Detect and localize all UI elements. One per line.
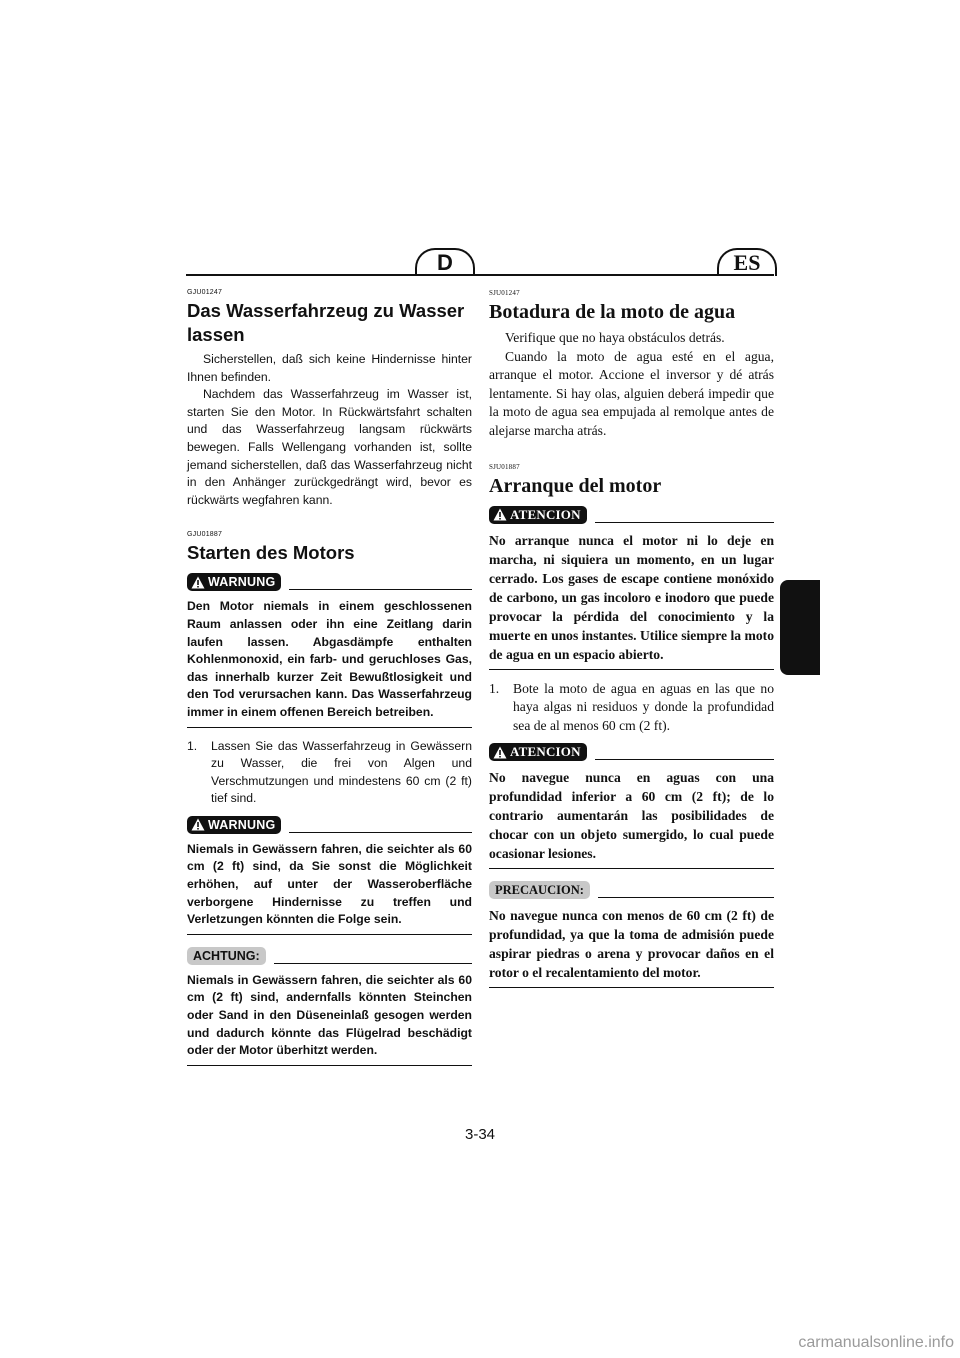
warning-badge xyxy=(187,573,281,591)
list-item xyxy=(187,738,472,808)
warning-triangle-icon xyxy=(493,746,507,759)
section-title-launching: Das Wasserfahrzeug zu Wasser lassen xyxy=(187,300,465,345)
warning-header xyxy=(187,816,472,834)
warning-text: No navegue nunca en aguas con una profundidad inferior a 60 cm (2 ft); de lo contrario aumentarán las posibilidades de chocar con un objeto sumergido, lo cual puede ocasionar lesiones. xyxy=(489,770,774,862)
warning-end-rule xyxy=(489,868,774,869)
warning-end-rule xyxy=(187,934,472,935)
warning-rule xyxy=(595,522,774,523)
paragraph: Cuando la moto de agua esté en el agua, arranque el motor. Accione el inversor y dé atrás lentamente. Si hay olas, alguien deberá impedir que la moto de agua sea empujada al remolque antes de alejarse marcha atrás. xyxy=(489,348,774,438)
warning-header xyxy=(489,506,774,524)
paragraph: Nachdem das Wasserfahrzeug im Wasser ist, starten Sie den Motor. In Rückwärtsfahrt schalten und das Wasserfahrzeug langsam rückwärts bewegen. Falls Wellengang vorhanden ist, sollte jemand sicherstellen, daß das Wasserfahrzeug nicht in den Anhänger zurückgedrängt wird, bevor es rückwärts wegfahren kann. xyxy=(187,387,472,507)
header-rule xyxy=(186,274,774,276)
section-title-launching: Botadura de la moto de agua xyxy=(489,301,736,323)
section-title-starting: Arranque del motor xyxy=(489,474,662,497)
caution-rule xyxy=(274,963,472,964)
list-item xyxy=(489,680,774,736)
warning-text: No arranque nunca el motor ni lo deje en marcha, ni siquiera un momento, en un lugar cerrado. Los gases de escape contiene monóxido de carbono, un gas incoloro e inodoro que puede provocar la pérdida del conocimiento y la muerte en unos instantes. Utilice siempre la moto de agua en un espacio abierto. xyxy=(489,532,774,662)
caution-rule xyxy=(598,897,774,898)
section-code: GJU01247 xyxy=(187,289,223,296)
language-tab-spanish: ES xyxy=(717,248,777,276)
list-number: 1. xyxy=(187,738,198,753)
list-number: 1. xyxy=(489,680,500,696)
caution-badge: PRECAUCION: xyxy=(489,881,590,899)
section-code: GJU01887 xyxy=(187,531,223,539)
section-code: SJU01887 xyxy=(489,462,520,471)
caution-end-rule xyxy=(489,987,774,988)
caution-text: Niemals in Gewässern fahren, die seichter als 60 cm (2 ft) sind, andernfalls könnten Steinchen oder Sand in den Düseneinlaß gesogen werden und dadurch könnte das Flügelrad beschädigt oder der Motor überhitzt werden. xyxy=(187,972,472,1058)
section-title-starting: Starten des Motors xyxy=(187,542,355,564)
warning-badge xyxy=(187,816,281,834)
caution-end-rule xyxy=(187,1065,472,1066)
warning-text: Den Motor niemals in einem geschlossenen Raum anlassen oder ihn eine Zeitlang darin laufen lassen. Abgasdämpfe enthalten Kohlenmonoxid, ein farb- und geruchloses Gas, das innerhalb kurzer Zeit Bewußtlosigkeit und den Tod verursachen kann. Das Wasserfahrzeug immer in einem offenen Bereich betreiben. xyxy=(187,599,472,719)
section-code: SJU01247 xyxy=(489,289,520,297)
warning-label: ATENCION xyxy=(510,744,581,760)
warning-badge xyxy=(489,743,587,761)
caution-header xyxy=(187,947,472,965)
caution-header xyxy=(489,881,774,899)
german-column xyxy=(187,287,472,1066)
list-text: Lassen Sie das Wasserfahrzeug in Gewässern zu Wasser, die frei von Algen und Verschmutzungen und mindestens 60 cm (2 ft) tief sind. xyxy=(211,738,472,806)
warning-badge xyxy=(489,506,587,524)
warning-rule xyxy=(289,832,472,833)
warning-header xyxy=(187,573,472,591)
warning-rule xyxy=(595,759,774,760)
section-thumb-tab xyxy=(780,580,820,675)
warning-label: ATENCION xyxy=(510,506,581,522)
paragraph: Verifique que no haya obstáculos detrás. xyxy=(505,330,725,345)
warning-label: WARNUNG xyxy=(208,817,276,832)
warning-triangle-icon xyxy=(191,576,205,589)
language-tab-german: D xyxy=(415,248,475,276)
warning-header xyxy=(489,743,774,761)
caution-text: No navegue nunca con menos de 60 cm (2 ft) de profundidad, ya que la toma de admisión puede aspirar piedras o arena y provocar daños en el rotor o el recalentamiento del motor. xyxy=(489,908,774,981)
list-text: Bote la moto de agua en aguas en las que no haya algas ni residuos y donde la profundidad sea de al menos 60 cm (2 ft). xyxy=(513,680,774,733)
paragraph: Sicherstellen, daß sich keine Hindernisse hinter Ihnen befinden. xyxy=(187,352,472,384)
warning-end-rule xyxy=(187,727,472,728)
warning-rule xyxy=(289,589,472,590)
page-number: 3-34 xyxy=(464,1126,496,1143)
watermark: carmanualsonline.info xyxy=(798,1334,954,1351)
warning-end-rule xyxy=(489,669,774,670)
caution-badge: ACHTUNG: xyxy=(187,947,266,965)
warning-text: Niemals in Gewässern fahren, die seichter als 60 cm (2 ft) sind, da Sie sonst die Möglichkeit erhöhen, auf unter der Wasseroberfläche verborgene Hindernisse zu treffen und Verletzungen könnten die Folge sein. xyxy=(187,841,472,927)
warning-triangle-icon xyxy=(493,508,507,521)
warning-triangle-icon xyxy=(191,818,205,831)
spanish-column xyxy=(489,287,774,988)
warning-label: WARNUNG xyxy=(208,575,276,590)
